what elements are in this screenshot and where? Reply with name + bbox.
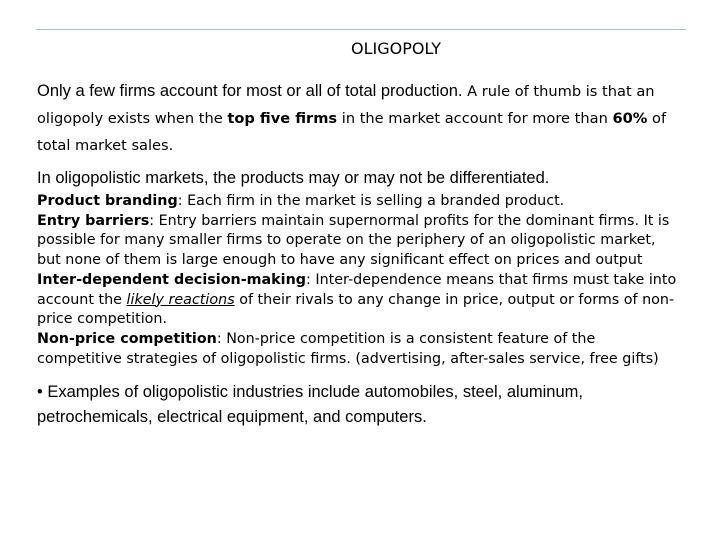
intro-lead: Only a few firms account for most or all of total production. — [37, 82, 463, 100]
intro-paragraph — [37, 78, 677, 159]
intro-rule-a: A rule of thumb is that an oligopoly exists when the — [37, 83, 655, 127]
feature-emphasis: likely reactions — [126, 291, 235, 308]
feature-interdependent-decision-making — [37, 271, 677, 330]
intro-rule-bold-percent: 60% — [612, 110, 648, 127]
feature-non-price-competition — [37, 330, 677, 369]
feature-text: : Entry barriers maintain supernormal profits for the dominant firms. It is possible for many smaller firms to operate on the periphery of an oligopolistic market, but none of them is large enough to have any significant effect on prices and output — [37, 212, 670, 269]
feature-term: Non-price competition — [37, 330, 217, 347]
top-divider — [36, 29, 686, 30]
feature-term: Entry barriers — [37, 212, 150, 229]
feature-entry-barriers — [37, 212, 677, 271]
feature-text: of their rivals to any change in price, output or forms of non-price competition. — [37, 291, 675, 328]
intro-rule-b: in the market account for more than — [337, 110, 613, 127]
feature-text: : Inter-dependence means that firms must take into account the — [37, 271, 677, 308]
intro-rule-bold-top-five: top five firms — [227, 110, 338, 127]
feature-text: : Non-price competition is a consistent feature of the competitive strategies of oligopolistic firms. (advertising, after-sales service, free gifts) — [37, 330, 659, 367]
feature-text: : Each firm in the market is selling a branded product. — [177, 193, 565, 209]
slide-body — [37, 78, 677, 430]
feature-term: Inter-dependent decision-making — [37, 271, 306, 288]
slide-title: OLIGOPOLY — [350, 39, 442, 58]
examples-bullet: • Examples of oligopolistic industries include automobiles, steel, aluminum, petrochemicals, electrical equipment, and computers. — [37, 383, 583, 427]
intro-rule-c: of total market sales. — [37, 110, 667, 154]
feature-term: Product branding — [37, 193, 178, 209]
feature-product-branding — [37, 192, 677, 212]
differentiation-paragraph: In oligopolistic markets, the products may or may not be differentiated. — [37, 169, 550, 187]
